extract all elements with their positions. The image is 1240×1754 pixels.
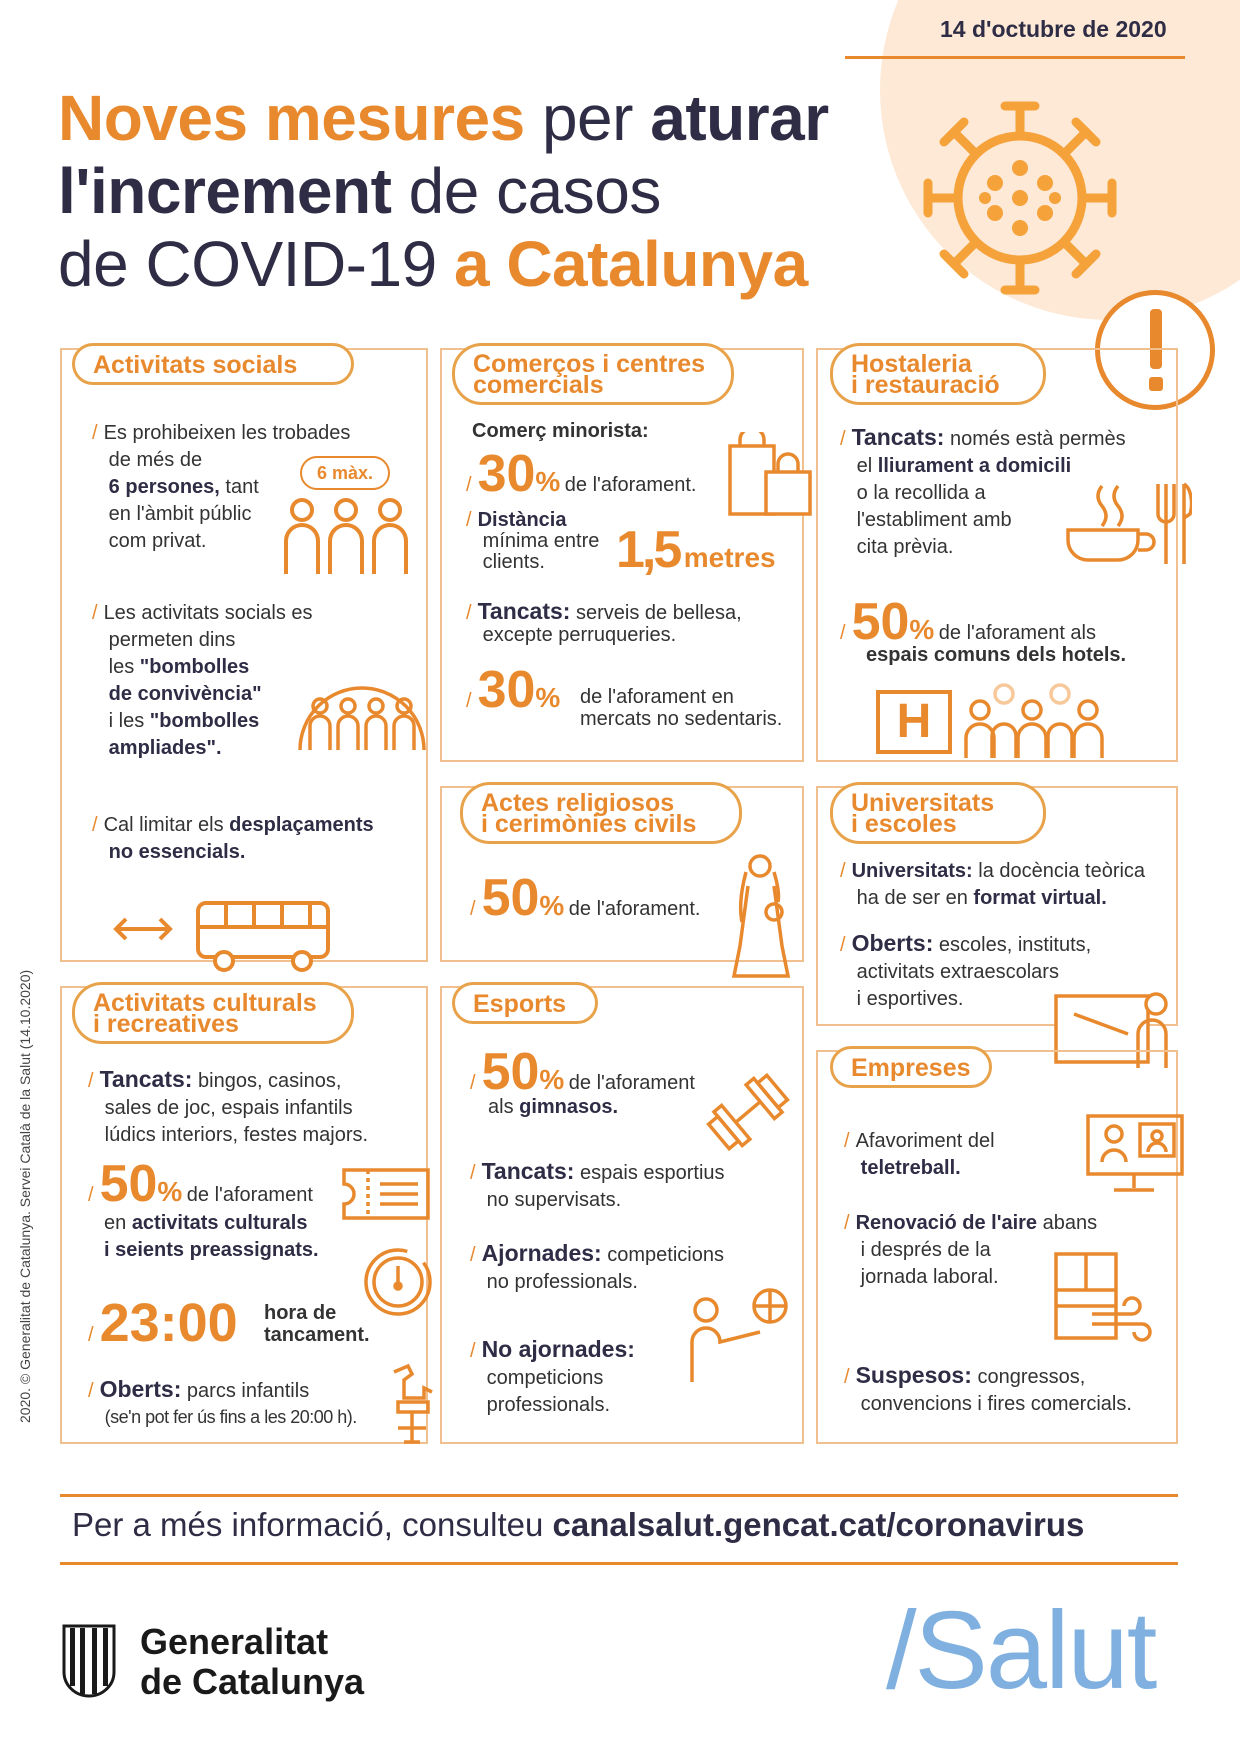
universitats-text: / Universitats: la docència teòrica ha de ser en format virtual. xyxy=(840,860,1146,909)
coffee-cutlery-icon xyxy=(1062,478,1192,568)
tag-empreses: Empreses xyxy=(830,1046,992,1088)
socials-text-2: / Les activitats socials es permeten dins les "bombolles de convivència" i les "bombolles ampliades". xyxy=(92,602,313,759)
socials-text-3: / Cal limitar els desplaçaments no essencials. xyxy=(92,814,374,863)
suspesos-text: / Suspesos: congressos, convencions i fires comercials. xyxy=(844,1362,1132,1415)
generalitat-logo-icon xyxy=(60,1622,118,1698)
hotel-guests-icon xyxy=(964,680,1114,760)
shopping-bags-icon xyxy=(726,432,816,518)
esports-ajornades: / Ajornades: competicions no professionals. xyxy=(470,1240,724,1293)
tag-hostaleria: Hostaleria i restauració xyxy=(830,343,1046,405)
tag-religiosos: Actes religiosos i cerimònies civils xyxy=(460,782,742,844)
info-link[interactable]: canalsalut.gencat.cat/coronavirus xyxy=(552,1506,1085,1543)
tag-socials: Activitats socials xyxy=(72,343,354,385)
comercos-30-b: / 30% xyxy=(466,661,561,719)
teletreball-text: / Afavoriment del teletreball. xyxy=(844,1130,995,1179)
distancia-text: / Distància mínima entre clients. xyxy=(466,509,600,573)
tag-culturals: Activitats culturals i recreatives xyxy=(72,982,354,1044)
salut-logo: /Salut xyxy=(886,1589,1156,1712)
tag-universitats: Universitats i escoles xyxy=(830,782,1046,844)
video-call-icon xyxy=(1084,1112,1186,1194)
generalitat-wordmark: Generalitat de Catalunya xyxy=(140,1621,365,1702)
culturals-50: / 50% de l'aforament xyxy=(88,1155,313,1213)
closing-hour-label: hora de tancament. xyxy=(264,1302,370,1346)
esports-tancats: / Tancats: espais esportius no supervisats. xyxy=(470,1158,725,1211)
closing-hour: / 23:00 xyxy=(88,1293,238,1353)
esports-50: / 50% de l'aforament xyxy=(470,1043,695,1101)
footer-rule-top xyxy=(60,1494,1178,1497)
more-info: Per a més informació, consulteu canalsalut.gencat.cat/coronavirus xyxy=(72,1506,1085,1543)
religiosos-50: / 50% de l'aforament. xyxy=(470,869,701,927)
basketball-player-icon xyxy=(684,1286,794,1386)
tag-esports: Esports xyxy=(452,982,598,1024)
page-title: Noves mesures per aturar l'increment de casos de COVID-19 a Catalunya xyxy=(58,82,829,300)
mercats-text: de l'aforament en mercats no sedentaris. xyxy=(580,686,783,730)
metres-value: 1,5 metres xyxy=(616,521,776,579)
esports-no-ajornades: / No ajornades: competicions professionals. xyxy=(470,1336,635,1416)
parcs-infantils: / Oberts: parcs infantils (se'n pot fer ús fins a les 20:00 h). xyxy=(88,1376,357,1427)
oberts-escoles-text: / Oberts: escoles, instituts, activitats extraescolars i esportives. xyxy=(840,930,1092,1010)
culturals-tancats: / Tancats: bingos, casinos, sales de joc, espais infantils lúdics interiors, festes majors. xyxy=(88,1066,369,1146)
hotels-text: espais comuns dels hotels. xyxy=(866,644,1127,666)
copyright-note: 2020. © Generalitat de Catalunya. Servei Català de la Salut (14.10.2020) xyxy=(17,969,33,1423)
culturals-seients: en activitats culturals i seients preassignats. xyxy=(104,1212,319,1261)
comercos-30-a: / 30% de l'aforament. xyxy=(466,445,697,503)
socials-text-1: / Es prohibeixen les trobades de més de 6 persones, tant en l'àmbit públic com privat. xyxy=(92,422,351,552)
hotels-50: / 50% de l'aforament als xyxy=(840,593,1097,651)
bride-icon xyxy=(728,852,798,978)
comerc-minorista: Comerç minorista: xyxy=(472,420,649,442)
tancats-bellesa: / Tancats: serveis de bellesa, excepte perruqueries. xyxy=(466,598,742,646)
clock-icon xyxy=(362,1246,434,1318)
window-air-icon xyxy=(1052,1250,1152,1346)
date-underline xyxy=(845,56,1185,59)
date-label: 14 d'octubre de 2020 xyxy=(940,16,1167,42)
footer-rule-bottom xyxy=(60,1562,1178,1565)
ticket-icon xyxy=(340,1166,432,1222)
dumbbell-icon xyxy=(706,1070,790,1154)
bus-icon xyxy=(112,895,337,975)
tag-comercos: Comerços i centres comercials xyxy=(452,343,734,405)
gimnasos-text: als gimnasos. xyxy=(488,1096,619,1118)
hostaleria-tancats: / Tancats: només està permès el lliurament a domicili o la recollida a l'establiment amb cita prèvia. xyxy=(840,424,1126,558)
renovacio-aire-text: / Renovació de l'aire abans i després de la jornada laboral. xyxy=(844,1212,1098,1288)
virus-icon xyxy=(910,88,1130,308)
max-badge: 6 màx. xyxy=(300,456,390,490)
group-people-icon xyxy=(282,496,412,576)
rocking-horse-icon xyxy=(384,1362,440,1444)
hotel-h-icon: H xyxy=(876,690,952,754)
bubble-group-icon xyxy=(292,650,432,760)
